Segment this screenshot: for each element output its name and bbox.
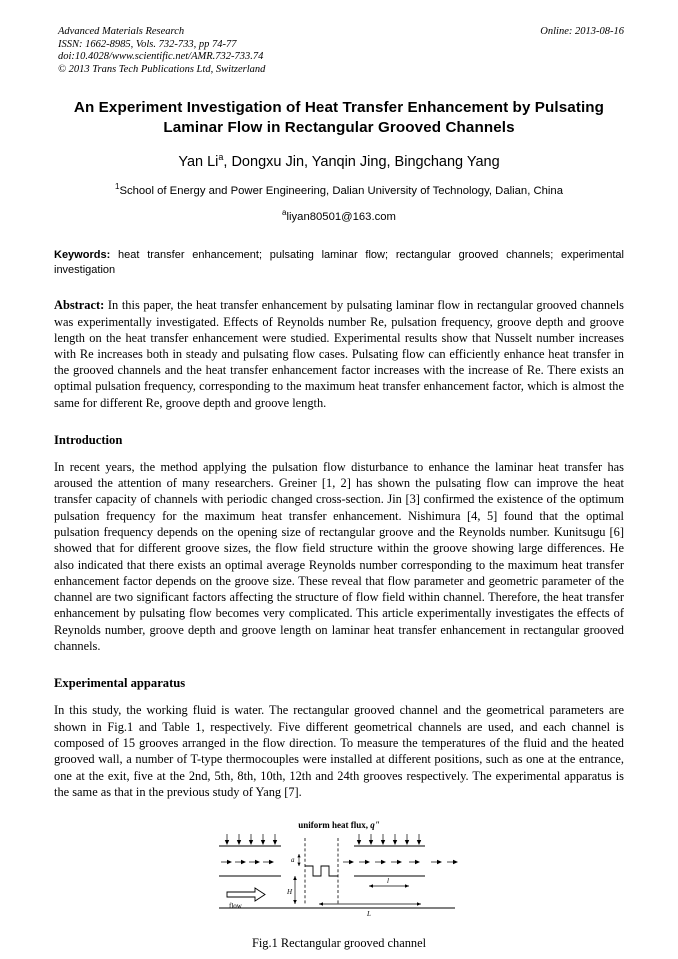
email-text: liyan80501@163.com bbox=[286, 210, 396, 223]
figure-1 bbox=[54, 820, 624, 951]
figure-top-label bbox=[54, 820, 624, 830]
journal-name: Advanced Materials Research bbox=[58, 26, 185, 37]
online-date: Online: 2013-08-16 bbox=[540, 26, 624, 37]
label-flow: flow bbox=[229, 902, 242, 911]
section-body-experimental-apparatus: In this study, the working fluid is water. The rectangular grooved channel and the geometrical parameters are shown in Fig.1 and Table 1, respectively. Five different geometrical channels are used, and each channel is composed of 15 grooves arranged in the flow direction. To measure the temperatures of the fluid and the heated grooved wall, a number of T-type thermocouples were installed at different positions, such as one at the entrance, one at the exit, five at the 2nd, 5th, 8th, 10th, 12th and 24th grooves respectively. The experimental apparatus is the same as that in the previous study of Yang [7]. bbox=[54, 703, 624, 799]
page-header bbox=[54, 26, 624, 84]
abstract-label: Abstract: bbox=[54, 298, 105, 313]
email-marker: a bbox=[282, 207, 287, 217]
figure-top-label-text: uniform heat flux, bbox=[298, 820, 371, 831]
affiliation-text: School of Energy and Power Engineering, Dalian University of Technology, Dalian, China bbox=[119, 184, 563, 197]
keywords-label: Keywords: bbox=[54, 249, 111, 262]
label-l: l bbox=[387, 877, 389, 886]
doi-line: doi:10.4028/www.scientific.net/AMR.732-733.74 bbox=[58, 51, 264, 63]
affiliation-marker: 1 bbox=[114, 181, 120, 191]
authors-rest: , Dongxu Jin, Yanqin Jing, Bingchang Yang bbox=[223, 153, 500, 170]
keywords-text: heat transfer enhancement; pulsating laminar flow; rectangular grooved channels; experimental investigation bbox=[54, 249, 624, 276]
section-heading-experimental-apparatus: Experimental apparatus bbox=[54, 676, 186, 691]
figure-caption: Fig.1 Rectangular grooved channel bbox=[251, 936, 427, 951]
grooved-channel-diagram bbox=[209, 832, 469, 928]
abstract-block bbox=[54, 297, 624, 410]
header-left-block bbox=[58, 26, 265, 76]
keywords-block bbox=[54, 248, 624, 277]
page-title: An Experiment Investigation of Heat Transfer Enhancement by Pulsating Laminar Flow in Rectangular Grooved Channels bbox=[73, 99, 605, 136]
label-a: a bbox=[291, 856, 295, 865]
affiliation bbox=[54, 182, 624, 197]
issn-line: ISSN: 1662-8985, Vols. 732-733, pp 74-77 bbox=[58, 38, 237, 50]
author-list bbox=[54, 152, 624, 170]
author-affil-marker: a bbox=[218, 152, 224, 162]
copyright-line: © 2013 Trans Tech Publications Ltd, Switzerland bbox=[58, 63, 266, 75]
label-H: H bbox=[287, 888, 293, 897]
figure-drawing bbox=[209, 832, 469, 928]
abstract-text: In this paper, the heat transfer enhancement by pulsating laminar flow in rectangular grooved channels was experimentally investigated. Effects of Reynolds number Re, pulsation frequency, groove depth and groove length on the heat transfer enhancement were studied. Experimental results show that Nusselt number increases with Re increases both in steady and pulsating flow cases. Pulsating flow can efficiently enhance heat transfer in the grooved channels and the heat transfer enhancement factor increases with the increase of Re. There exists an optimal pulsation frequency, corresponding to the maximum heat transfer enhancement factor, which is almost the same for different Re, groove depth and groove length. bbox=[54, 298, 624, 410]
section-heading-introduction: Introduction bbox=[54, 432, 123, 447]
contact-email bbox=[54, 208, 624, 223]
author-first: Yan Li bbox=[178, 153, 219, 170]
label-L: L bbox=[367, 910, 371, 919]
figure-top-label-symbol: q" bbox=[370, 820, 380, 831]
section-body-introduction: In recent years, the method applying the pulsation flow disturbance to enhance the laminar heat transfer has aroused the attention of many researchers. Greiner [1, 2] has shown the pulsating flow can improve the heat transfer capacity of channels with periodic changed cross-section. Jin [3] confirmed the existence of the optimum pulsation frequency for the maximum heat transfer enhancement. Nishimura [4, 5] found that the optimal pulsation frequency depends on the opening size of rectangular groove and the Reynolds number. Kunitsugu [6] showed that for different groove sizes, the flow field structure within the groove showing large differences. He also indicated that there exists an optimal average Reynolds number corresponding to the maximum heat transfer enhancement factor depends on the groove size. These reveal that flow parameter and geometric parameter of the channel are two significant factors affecting the structure of flow field within channel. Therefore, the heat transfer enhancement by pulsating flow becomes very complicated. This article experimentally investigates the effects of Reynolds number, groove depth and groove length on laminar heat transfer enhancement in rectangular grooved channels. bbox=[54, 459, 624, 654]
